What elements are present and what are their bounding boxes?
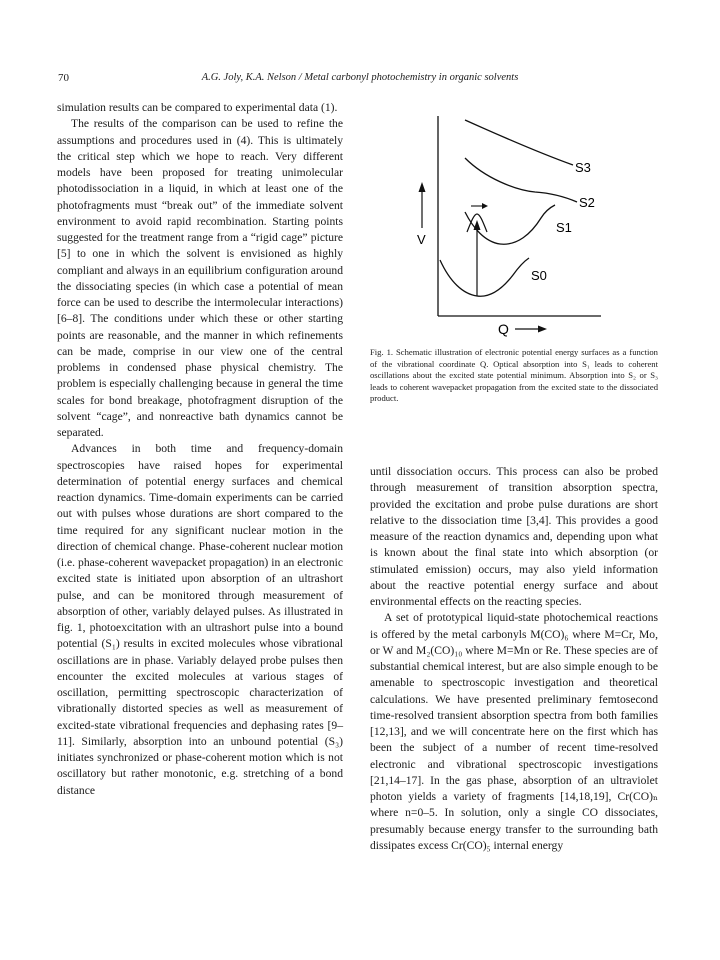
- left-column: [57, 100, 343, 799]
- paragraph: until dissociation occurs. This process can also be probed through measurement of transition absorption spectra, provided the excitation and probe pulse durations are short relative to the dissociation time [3,4]. This provides a good measure of the reaction dynamics and, depending upon what is known about the final state into which absorption (or stimulated emission) occurs, may also yield information about the reactive potential energy surface and about environmental effects on the reacting species.: [370, 465, 658, 608]
- caption-text: Schematic illustration of electronic potential energy surfaces as a function of the vibrational coordinate Q. Optical absorption into S₁ leads to coherent oscillations about the excited state potential minimum. Absorption into S₂ or S₃ leads to coherent wavepacket propagation from the excited state to the dissociated product.: [370, 347, 658, 404]
- potential-energy-diagram: [405, 110, 605, 340]
- figure-1: [405, 110, 605, 340]
- excitation-arrow-head: [474, 220, 481, 230]
- right-column: [370, 464, 658, 854]
- curve-label-s1: S1: [556, 220, 572, 235]
- x-arrow-head: [538, 326, 547, 333]
- paragraph: Advances in both time and frequency-domain spectroscopies have raised hopes for experimental determination of potential energy surfaces and chemical reaction dynamics. Time-domain experiments can be carried out with pulses whose durations are short compared to the time required for any significant nuclear motion in the direction of chemical change. Phase-coherent nuclear motion (i.e. phase-coherent wavepacket propagation) in an electronic excited state is initiated upon absorption of an ultrashort pulse, and can be monitored through measurement of absorption of other, variably delayed pulses. As illustrated in fig. 1, photoexcitation with an ultrashort pulse into a bound potential (S₁) results in excited molecules whose vibrational oscillations are in phase. Variably delayed probe pulses then encounter the excited molecules at various stages of oscillation, permitting spectroscopic characterization of vibrationally distorted species as well as measurement of excited-state vibrational frequencies and dephasing rates [9–11]. Similarly, absorption into an unbound potential (S₃) initiates synchronized or phase-coherent motion which is not oscillatory but rather monotonic, e.g. stretching of a bond distance: [57, 442, 343, 797]
- wavepacket-motion-arrow-head: [482, 203, 488, 209]
- running-head: A.G. Joly, K.A. Nelson / Metal carbonyl photochemistry in organic solvents: [201, 72, 519, 83]
- curve-label-s2: S2: [579, 195, 595, 210]
- paragraph: The results of the comparison can be used to refine the assumptions and procedures used in (4). This is ultimately the critical step which we hope to reach. Very different models have been proposed for treating unimolecular photodissociation in a liquid, in which at least one of the photofragments must “break out” of the immediate solvent environment to avoid rapid recombination. Starting points suggested for the treatment range from a “rigid cage” picture [5] to one in which the solvent is envisioned as highly compliant and always in an equilibrium configuration around the dissociating species (in which case a potential of mean force can be used to describe the intermolecular interactions) [6–8]. The conditions under which these or other starting points are reasonable, and the manner in which refinements can be made, comprise in our view one of the central problems in condensed phase physical chemistry. The problem is especially challenging because in general the time scales for bond breakage, photofragment disruption of the solvent “cage”, and nonreactive bath dynamics cannot be separated.: [57, 117, 343, 439]
- paragraph: A set of prototypical liquid-state photochemical reactions is offered by the metal carbonyls M(CO)₆ where M=Cr, Mo, or W and M₂(CO)₁₀ where M=Mn or Re. These species are of substantial chemical interest, but are also simple enough to be amenable to spectroscopic investigation and theoretical calculations. We have presented preliminary femtosecond time-resolved transient absorption spectra from both families [12,13], and we will concentrate here on the first which has been the subject of a number of recent time-resolved electronic and vibrational spectroscopic investigations [21,14–17]. In the gas phase, absorption of an ultraviolet photon yields a variety of fragments [14,18,19], Cr(CO)ₙ where n=0–5. In solution, only a single CO dissociates, presumably because energy transfer to the surrounding bath dissipates excess Cr(CO)₅ internal energy: [370, 611, 658, 852]
- figure-caption: [370, 347, 658, 405]
- paragraph: simulation results can be compared to experimental data (1).: [57, 101, 338, 114]
- x-axis-label: Q: [498, 321, 509, 337]
- curve-label-s0: S0: [531, 268, 547, 283]
- curve-s0: [440, 258, 529, 296]
- y-axis-label: V: [417, 232, 426, 247]
- curve-s3: [465, 120, 573, 165]
- curve-label-s3: S3: [575, 160, 591, 175]
- y-arrow-head: [419, 182, 426, 192]
- page-number: 70: [58, 72, 69, 84]
- curve-s2: [465, 158, 577, 202]
- caption-label: Fig. 1.: [370, 347, 394, 357]
